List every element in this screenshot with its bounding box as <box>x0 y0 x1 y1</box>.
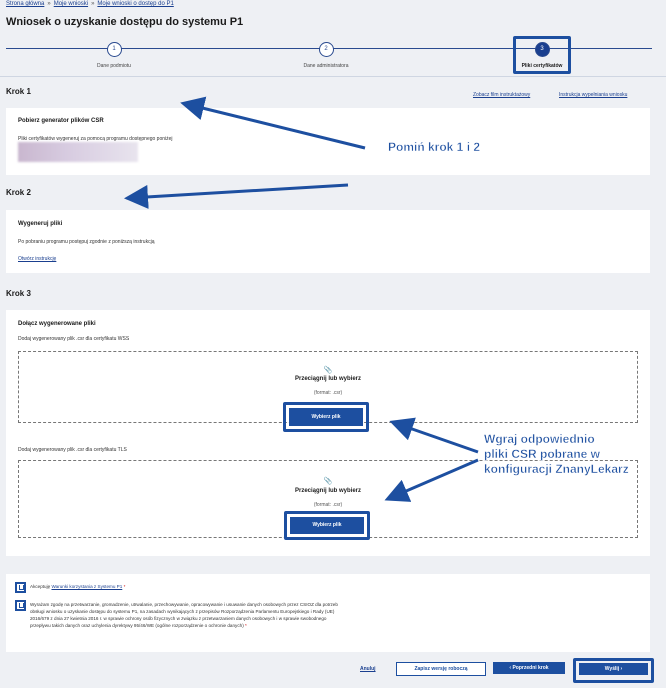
wss-format-text: (format: .csr) <box>313 390 343 396</box>
chevron-right-icon: › <box>619 666 623 672</box>
krok-1-card <box>6 108 650 175</box>
upload-callout-line-2: pliki CSR pobrane w <box>484 447 601 461</box>
paperclip-icon: 📎 <box>323 478 333 485</box>
required-mark: * <box>245 623 247 628</box>
gdpr-checkbox[interactable] <box>15 600 26 611</box>
open-instruction-link[interactable]: Otwórz instrukcję <box>18 256 57 262</box>
step-1-dot: 1 <box>107 42 122 57</box>
terms-checkbox[interactable] <box>15 582 26 593</box>
gdpr-line-4: przepływu takich danych oraz uchylenia dyrektywy 95/46/WE (ogólne rozporządzenie o ochronie danych) <box>30 623 244 628</box>
krok-3-title: Dołącz wygenerowane pliki <box>18 321 96 327</box>
gdpr-line-2: obsługi wniosku o uzyskanie dostępu do systemu P1, na zasadach wynikających z przepisów Rozporządzenia Parlamentu Europejskiego i Rady (UE) <box>30 609 335 614</box>
wss-choose-file-button[interactable]: Wybierz plik <box>289 408 363 426</box>
video-tutorial-link[interactable]: Zobacz film instruktażowy <box>473 92 531 98</box>
send-button[interactable] <box>579 663 648 675</box>
step-3-dot: 3 <box>535 42 550 57</box>
wss-drop-text: Przeciągnij lub wybierz <box>294 376 362 382</box>
required-mark: * <box>123 584 126 589</box>
krok-3-heading: Krok 3 <box>6 289 31 298</box>
breadcrumb: Strona główna » Moje wnioski » Moje wnioski o dostęp do P1 <box>6 1 174 7</box>
gdpr-consent-text <box>30 601 338 629</box>
terms-link[interactable]: Warunki korzystania z Systemu P1 <box>51 584 123 589</box>
krok-2-heading: Krok 2 <box>6 188 31 197</box>
gdpr-line-4-wrap <box>30 622 338 629</box>
instructions-link[interactable]: Instrukcja wypełniania wniosku <box>559 92 628 98</box>
krok-1-text: Pliki certyfikatów wygeneruj za pomocą programu dostępnego poniżej <box>18 136 173 142</box>
tls-format-text: (format: .csr) <box>313 502 343 508</box>
step-2 <box>281 40 371 69</box>
arrow-to-krok-2 <box>130 185 348 198</box>
krok-1-heading: Krok 1 <box>6 87 31 96</box>
terms-prefix: Akceptuję <box>30 584 51 589</box>
krok-2-card <box>6 210 650 273</box>
tls-drop-text: Przeciągnij lub wybierz <box>294 488 362 494</box>
page-title: Wniosek o uzyskanie dostępu do systemu P1 <box>6 16 244 28</box>
cancel-link[interactable]: Anuluj <box>360 666 376 672</box>
step-1-label: Dane podmiotu <box>97 63 131 69</box>
upload-callout-line-3: konfiguracji ZnanyLekarz <box>484 462 629 476</box>
breadcrumb-home[interactable]: Strona główna <box>6 1 45 7</box>
step-3-highlight <box>513 36 571 74</box>
tls-label: Dodaj wygenerowany plik .csr dla certyfikatu TLS <box>18 447 127 453</box>
step-1 <box>69 40 159 69</box>
upload-callout-line-1: Wgraj odpowiednio <box>484 432 595 446</box>
breadcrumb-p1-applications[interactable]: Moje wnioski o dostęp do P1 <box>97 1 174 7</box>
save-draft-button[interactable]: Zapisz wersję roboczą <box>396 662 486 676</box>
step-2-dot: 2 <box>319 42 334 57</box>
gdpr-line-3: 2016/679 z dnia 27 kwietnia 2016 r. w sprawie ochrony osób fizycznych w związku z przetwarzaniem danych osobowych i w sprawie swobodnego <box>30 616 327 621</box>
gdpr-line-1: Wyrażam zgodę na przetwarzanie, gromadzenie, utrwalanie, przechowywanie, opracowywanie i usuwanie danych osobowych przez CSIOZ dla potrzeb <box>30 602 338 607</box>
krok-1-title: Pobierz generator plików CSR <box>18 118 104 124</box>
consent-section <box>6 574 650 652</box>
send-label: Wyślij <box>604 666 620 672</box>
header-divider <box>0 76 666 77</box>
chevron-left-icon: ‹ <box>509 665 513 671</box>
blurred-download-link[interactable] <box>18 142 138 162</box>
step-3-label: Pliki certyfikatów <box>521 63 563 69</box>
previous-step-label: Poprzedni krok <box>512 665 549 671</box>
breadcrumb-my-applications[interactable]: Moje wnioski <box>53 1 89 7</box>
skip-steps-callout: Pomiń krok 1 i 2 <box>388 140 481 154</box>
terms-consent-text <box>30 583 125 590</box>
step-2-label: Dane administratora <box>303 63 349 69</box>
footer-actions <box>0 658 666 688</box>
previous-step-button[interactable] <box>493 662 565 674</box>
krok-2-title: Wygeneruj pliki <box>18 221 63 227</box>
krok-2-text: Po pobraniu programu postępuj zgodnie z poniższą instrukcją <box>18 239 155 245</box>
tls-choose-file-button[interactable]: Wybierz plik <box>290 517 364 534</box>
wss-label: Dodaj wygenerowany plik .csr dla certyfikatu WSS <box>18 336 130 342</box>
paperclip-icon: 📎 <box>323 367 333 374</box>
